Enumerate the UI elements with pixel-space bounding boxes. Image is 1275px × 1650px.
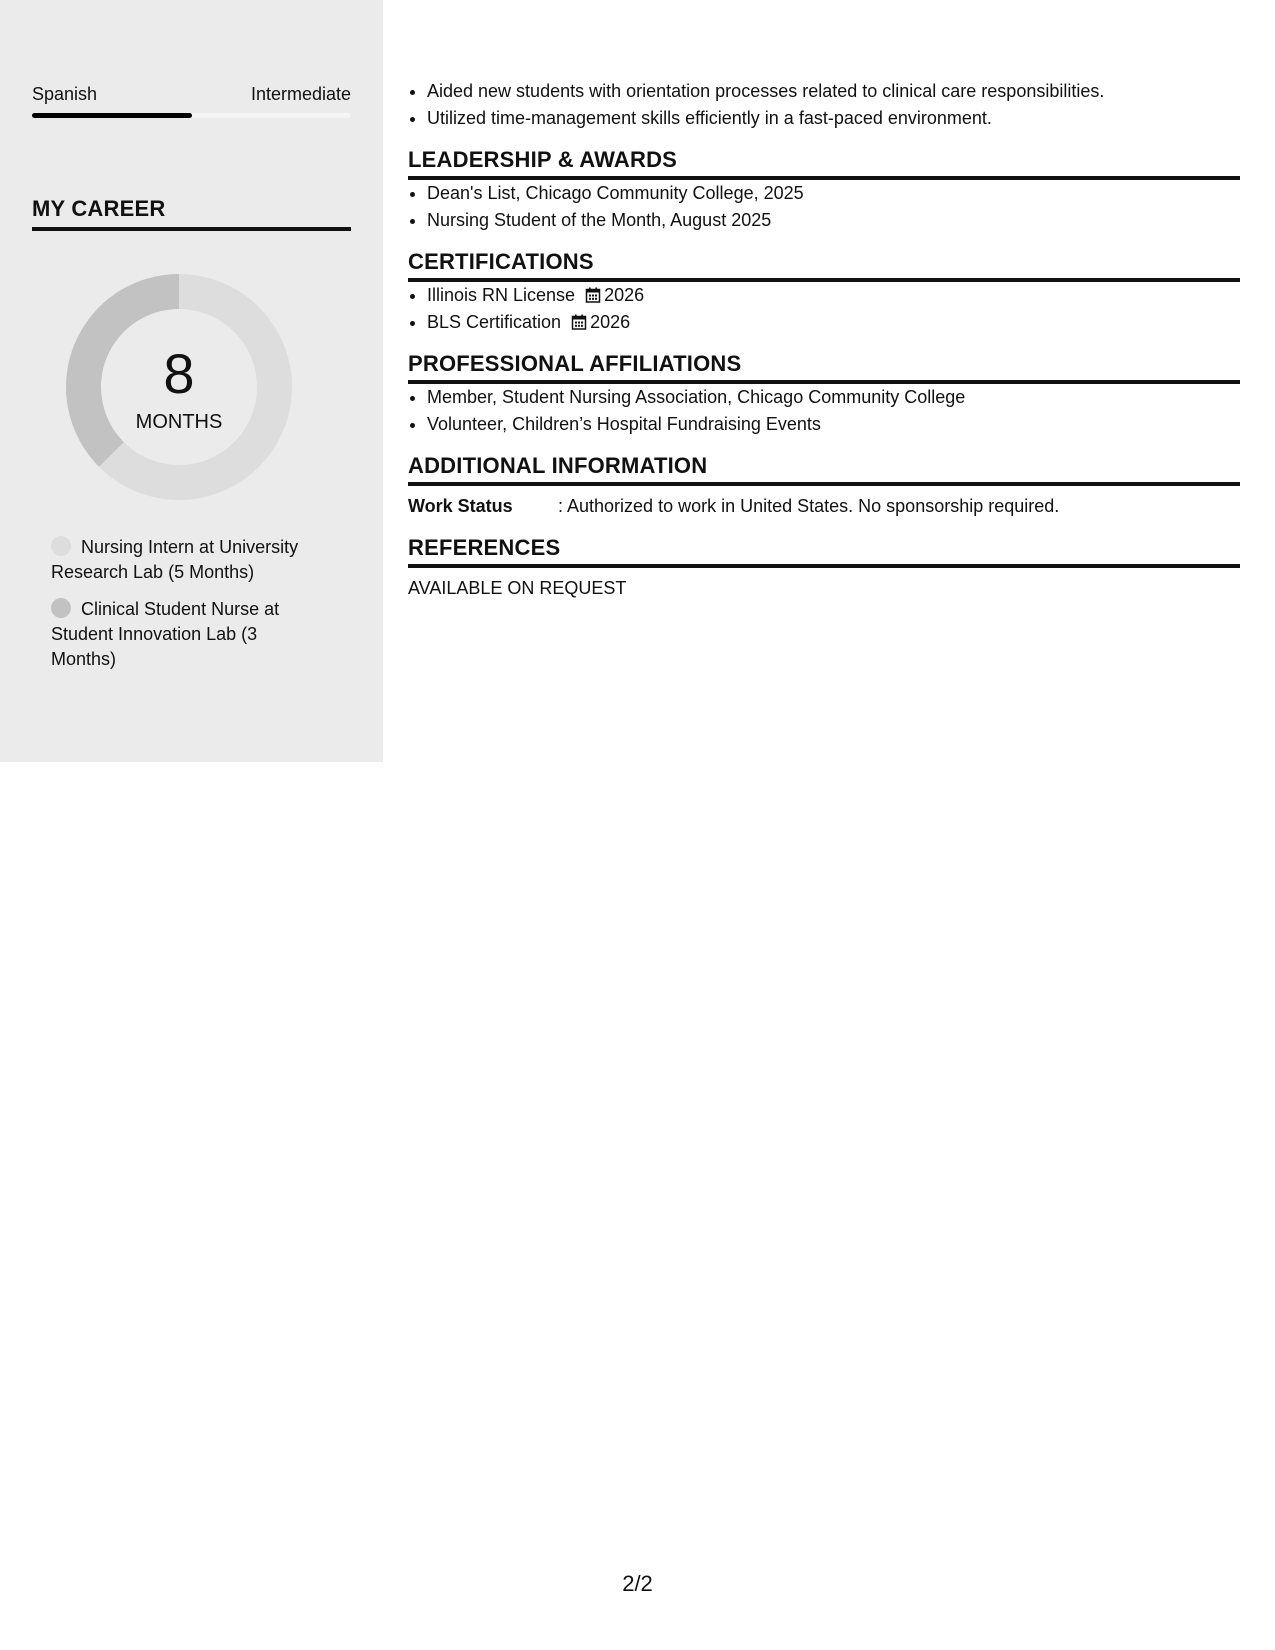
career-legend-label: Nursing Intern at University Research Lab (5 Months) — [51, 537, 299, 582]
experience-bullets — [408, 78, 1240, 132]
certification-item — [427, 309, 1240, 336]
main-content — [408, 78, 1240, 602]
career-donut-chart — [66, 274, 292, 500]
certification-name: Illinois RN License — [427, 285, 576, 305]
experience-bullet: • Utilized time-management skills efficiently in a fast-paced environment. — [427, 105, 1240, 132]
leadership-section — [408, 146, 1240, 234]
career-total-number: 8 — [163, 342, 195, 405]
leadership-item: • Nursing Student of the Month, August 2025 — [427, 207, 1240, 234]
legend-dot-icon — [51, 598, 71, 618]
page-number: 2/2 — [622, 1571, 653, 1596]
affiliations-section — [408, 350, 1240, 438]
legend-dot-icon — [51, 536, 71, 556]
leadership-heading: LEADERSHIP & AWARDS — [408, 146, 1240, 180]
work-status-row — [408, 493, 1240, 520]
career-legend-item — [51, 535, 321, 585]
career-heading: MY CAREER — [32, 196, 166, 221]
certifications-section — [408, 248, 1240, 336]
affiliations-heading: PROFESSIONAL AFFILIATIONS — [408, 350, 1240, 384]
work-status-value: : Authorized to work in United States. No sponsorship required. — [558, 496, 1060, 516]
career-legend — [51, 535, 321, 684]
certification-item — [427, 282, 1240, 309]
certification-year: 2026 — [604, 285, 645, 305]
additional-info-section — [408, 452, 1240, 520]
certifications-heading: CERTIFICATIONS — [408, 248, 1240, 282]
career-legend-label: Clinical Student Nurse at Student Innovation Lab (3 Months) — [51, 599, 280, 669]
affiliations-list — [408, 384, 1240, 438]
calendar-icon — [585, 287, 601, 303]
language-row — [32, 82, 351, 106]
career-total-unit: MONTHS — [135, 411, 223, 433]
certification-name: BLS Certification — [427, 312, 562, 332]
certification-year: 2026 — [590, 312, 631, 332]
work-status-label: Work Status — [408, 496, 513, 516]
language-level: Intermediate — [250, 84, 351, 104]
career-legend-item — [51, 597, 321, 672]
leadership-item: • Dean's List, Chicago Community College, 2025 — [427, 180, 1240, 207]
affiliation-item: • Volunteer, Children’s Hospital Fundraising Events — [427, 411, 1240, 438]
additional-info-heading: ADDITIONAL INFORMATION — [408, 452, 1240, 486]
experience-bullet: • Aided new students with orientation processes related to clinical care responsibilities. — [427, 78, 1240, 105]
calendar-icon — [571, 314, 587, 330]
language-proficiency-fill — [32, 113, 192, 118]
language-name: Spanish — [32, 84, 98, 104]
references-section — [408, 534, 1240, 602]
references-heading: REFERENCES — [408, 534, 1240, 568]
sidebar — [0, 0, 383, 762]
affiliation-item: • Member, Student Nursing Association, Chicago Community College — [427, 384, 1240, 411]
leadership-list — [408, 180, 1240, 234]
certifications-list — [408, 282, 1240, 336]
language-proficiency-bar — [32, 113, 351, 118]
career-heading-rule — [32, 227, 351, 231]
references-text: AVAILABLE ON REQUEST — [408, 578, 627, 598]
